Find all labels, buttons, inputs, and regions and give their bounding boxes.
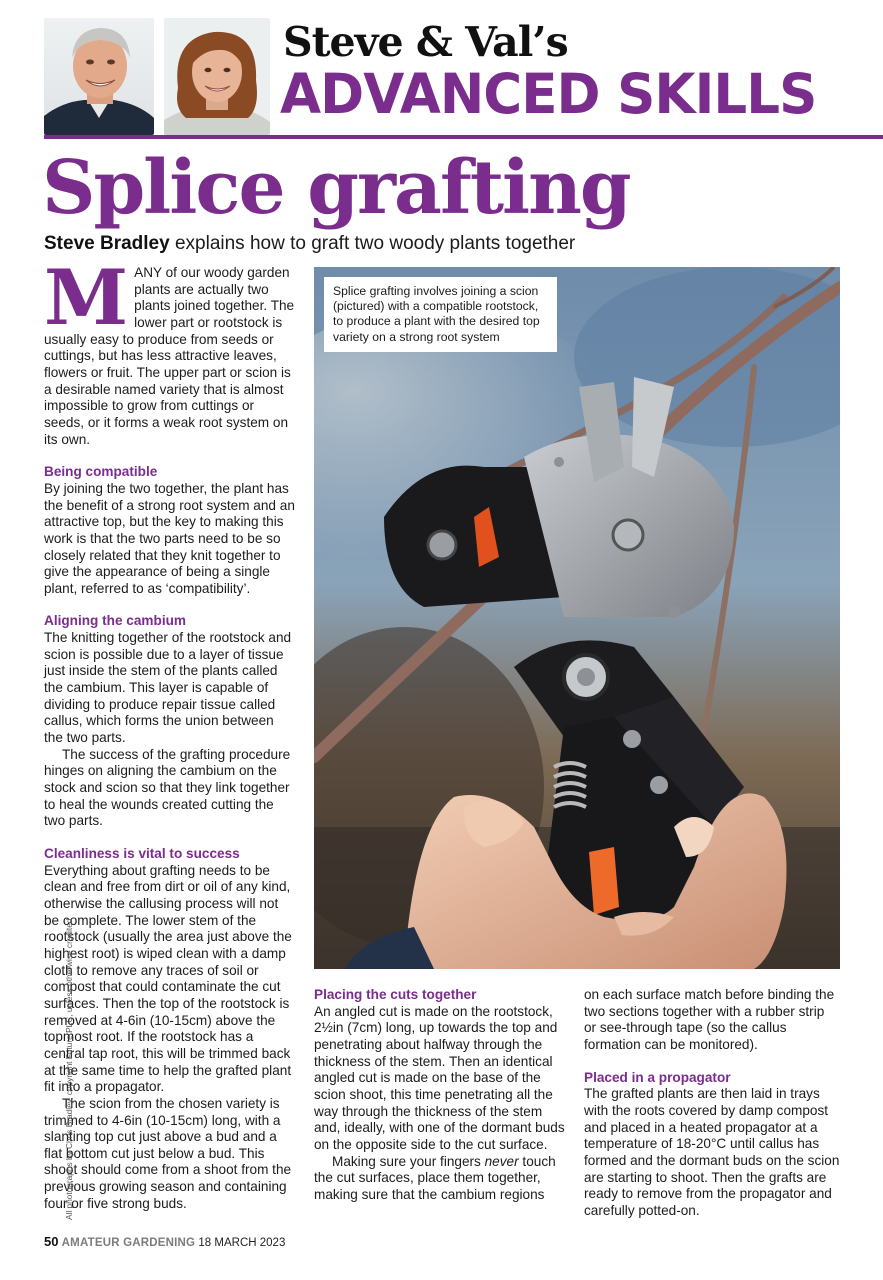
paragraph: Everything about grafting needs to be clean and free from dirt or oil of any kind, otherwise the callusing process will not be complete. The lower stem of the rootstock (usually the area just above the highest root) is wiped clean with a damp cloth to remove any traces of soil or compost that could contaminate the cut surfaces. Then the top of the rootstock is removed at 4-6in (10-15cm) above the topmost root. If the rootstock has a central tap root, this will be trimmed back at the same time to help the grafted plant fit into a propagator. <box>44 862 292 1095</box>
paragraph: The knitting together of the rootstock and scion is possible due to a layer of tissue just inside the stem of the plants called the cambium. This layer is capable of dividing to produce repair tissue called callus, which forms the union between the two parts. <box>44 630 292 746</box>
series-title-main: ADVANCED SKILLS <box>280 62 817 126</box>
header-rule <box>44 135 883 139</box>
paragraph: Making sure your fingers never touch the cut surfaces, place them together, making sure that the cambium regions <box>314 1153 556 1202</box>
paragraph-continued: on each surface match before binding the two sections together with a rubber strip or see-through tape (so the callus formation can be monitored). <box>584 987 835 1052</box>
heading-propagator: Placed in a propagator <box>584 1069 731 1085</box>
emphasis: never <box>484 1153 519 1169</box>
standfirst-text: explains how to graft two woody plants together <box>169 233 576 254</box>
drop-cap: M <box>44 253 129 342</box>
grafting-tool-photo <box>314 267 840 969</box>
magazine-name: AMATEUR GARDENING <box>61 1237 196 1249</box>
portrait-val <box>164 18 270 135</box>
heading-placing-cuts: Placing the cuts together <box>314 987 477 1002</box>
paragraph: An angled cut is made on the rootstock, 2½in (7cm) long, up towards the top and penetrating about halfway through the thickness of the stem. Then an identical angled cut is made on the base of the scion shoot, this time penetrating all the way through the thickness of the stem and, ideally, with one of the dormant buds on the opposite side to the cut surface. <box>314 1003 565 1152</box>
issue-date: 18 MARCH 2023 <box>198 1237 286 1249</box>
paragraph: The grafted plants are then laid in trays with the roots covered by damp compost and placed in a heated propagator at a temperature of 18-20°C until callus has formed and the dormant buds on the scion are starting to shoot. Then the grafts are ready to remove from the propagator and carefully potted-on. <box>584 1086 840 1218</box>
paragraph: The scion from the chosen variety is trimmed to 4-6in (10-15cm) long, with a slanting top cut just above a bud and a flat bottom cut just below a bud. This shoot should come from a shoot from the previous growing season and containing four or five strong buds. <box>44 1095 292 1211</box>
standfirst <box>44 233 575 255</box>
heading-being-compatible: Being compatible <box>44 464 158 480</box>
intro-paragraph: ANY of our woody garden plants are actually two plants joined together. The lower part or rootstock is usually easy to produce from seeds or cuttings, but has less attractive leaves, flowers or fruit. The upper part or scion is a desirable named variety that is almost impossible to grow from cuttings or seeds, or it forms a weak root system on its own. <box>44 265 295 447</box>
series-title-top: Steve & Val’s <box>283 18 568 66</box>
heading-aligning-cambium: Aligning the cambium <box>44 613 186 629</box>
column-3 <box>584 987 840 1220</box>
column-1 <box>44 253 296 1212</box>
heading-cleanliness: Cleanliness is vital to success <box>44 846 240 861</box>
page-footer <box>44 1234 285 1249</box>
page-number: 50 <box>44 1234 59 1249</box>
photo-credit: All photographs by Chris Bradley, copyright Future PLC, unless otherwise credited <box>64 918 74 1220</box>
column-2 <box>314 987 568 1204</box>
paragraph: By joining the two together, the plant has the benefit of a strong root system and an attractive top, but the key to making this work is that the two parts need to be so closely related that they knit together to give the appearance of being a single plant, referred to as ‘compatibility’. <box>44 480 295 596</box>
paragraph: The success of the grafting procedure hinges on aligning the cambium on the stock and scion so that they link together to heal the wounds created cutting the two parts. <box>44 746 291 829</box>
author-name: Steve Bradley <box>44 233 170 254</box>
photo-caption: Splice grafting involves joining a scion (pictured) with a compatible rootstock, to produce a plant with the desired top variety on a strong root system <box>324 277 557 352</box>
article-title: Splice grafting <box>42 145 630 231</box>
portrait-steve <box>44 18 154 135</box>
